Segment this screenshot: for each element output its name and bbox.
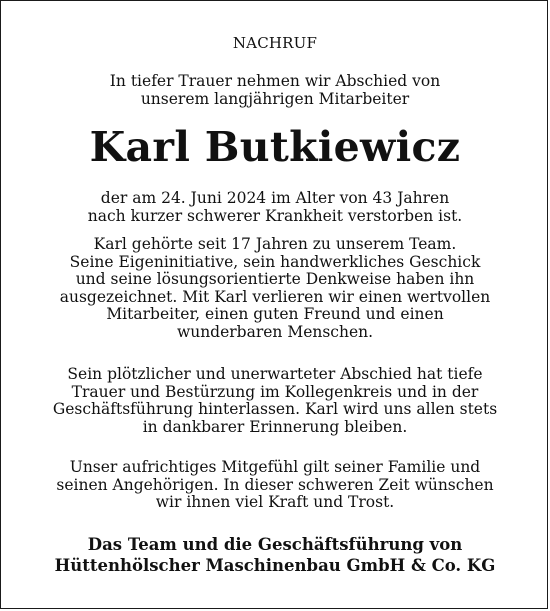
signature-line: Das Team und die Geschäftsführung von bbox=[87, 535, 463, 554]
farewell-line: Geschäftsführung hinterlassen. Karl wird uns allen stets bbox=[52, 400, 498, 418]
notice-heading: NACHRUF bbox=[232, 34, 318, 52]
tribute-paragraph bbox=[0, 236, 550, 341]
tribute-line: Mitarbeiter, einen guten Freund und einen bbox=[106, 305, 444, 323]
intro-line: unserem langjährigen Mitarbeiter bbox=[140, 89, 410, 108]
condolence-paragraph bbox=[0, 459, 550, 512]
death-line: der am 24. Juni 2024 im Alter von 43 Jahren bbox=[100, 189, 450, 207]
condolence-line: Unser aufrichtiges Mitgefühl gilt seiner Familie und bbox=[69, 458, 481, 476]
condolence-line: seinen Angehörigen. In dieser schweren Zeit wünschen bbox=[56, 475, 494, 494]
farewell-line: in dankbarer Erinnerung bleiben. bbox=[142, 417, 408, 436]
signature-block bbox=[0, 534, 550, 576]
tribute-line: wunderbaren Menschen. bbox=[176, 322, 374, 341]
intro-line: In tiefer Trauer nehmen wir Abschied von bbox=[109, 72, 441, 90]
farewell-line: Sein plötzlicher und unerwarteter Abschied hat tiefe bbox=[67, 365, 483, 383]
condolence-line: wir ihnen viel Kraft und Trost. bbox=[155, 493, 395, 511]
death-line: nach kurzer schwerer Krankheit verstorben ist. bbox=[87, 206, 463, 225]
tribute-line: und seine lösungsorientierte Denkweise haben ihn bbox=[75, 270, 475, 288]
farewell-line: Trauer und Bestürzung im Kollegenkreis und in der bbox=[71, 382, 479, 401]
signature-line: Hüttenhölscher Maschinenbau GmbH & Co. KG bbox=[54, 556, 496, 575]
tribute-line: Seine Eigeninitiative, sein handwerkliches Geschick bbox=[69, 252, 481, 271]
death-paragraph bbox=[0, 190, 550, 225]
tribute-line: ausgezeichnet. Mit Karl verlieren wir einen wertvollen bbox=[59, 287, 491, 306]
farewell-paragraph bbox=[0, 366, 550, 436]
intro-paragraph bbox=[0, 73, 550, 108]
deceased-name: Karl Butkiewicz bbox=[89, 123, 461, 171]
tribute-line: Karl gehörte seit 17 Jahren zu unserem Team. bbox=[93, 235, 457, 253]
